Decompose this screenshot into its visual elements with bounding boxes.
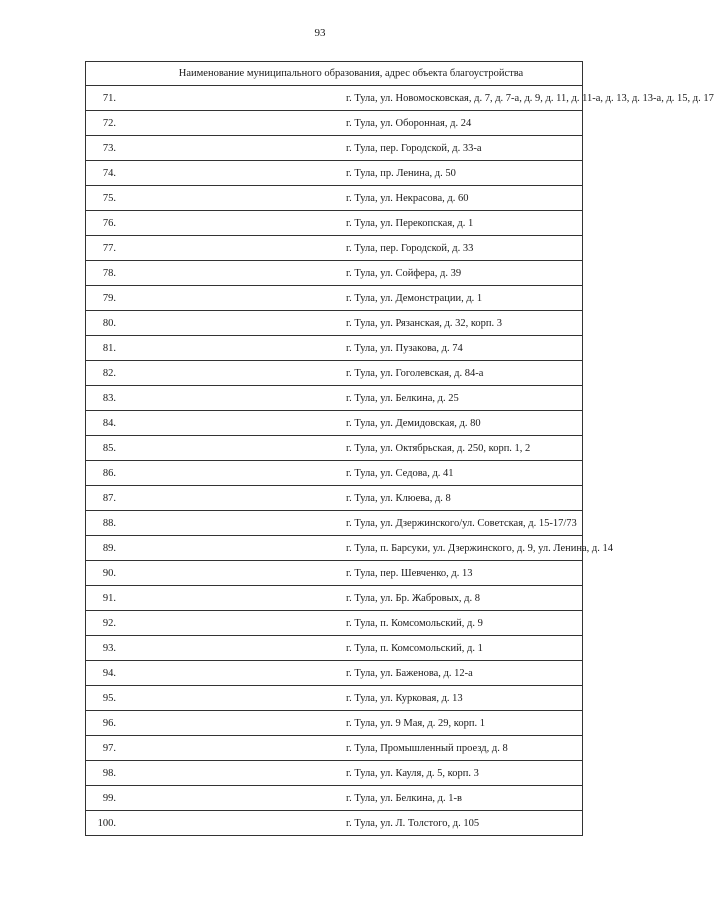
row-number: 100.	[97, 817, 116, 829]
row-address: г. Тула, пер. Шевченко, д. 13	[334, 561, 583, 586]
table-header: Наименование муниципального образования, адрес объекта благоустройства	[86, 62, 583, 86]
table-row	[86, 761, 583, 786]
row-number: 76.	[102, 217, 116, 229]
row-number-cell	[86, 486, 335, 511]
table-row	[86, 686, 583, 711]
row-number-cell	[86, 761, 335, 786]
row-number: 72.	[102, 117, 116, 129]
row-number-cell	[86, 236, 335, 261]
row-number: 84.	[102, 417, 116, 429]
table-row	[86, 536, 583, 561]
row-number: 75.	[102, 192, 116, 204]
table-row	[86, 636, 583, 661]
row-number: 99.	[102, 792, 116, 804]
table-row	[86, 361, 583, 386]
row-number-cell	[86, 561, 335, 586]
row-number: 81.	[102, 342, 116, 354]
row-number-cell	[86, 661, 335, 686]
row-address: г. Тула, ул. Октябрьская, д. 250, корп. 1, 2	[334, 436, 583, 461]
row-number: 83.	[102, 392, 116, 404]
row-number: 93.	[102, 642, 116, 654]
row-number-cell	[86, 711, 335, 736]
row-address: г. Тула, ул. Оборонная, д. 24	[334, 111, 583, 136]
row-number-cell	[86, 286, 335, 311]
table-row	[86, 111, 583, 136]
row-number: 79.	[102, 292, 116, 304]
table-row	[86, 311, 583, 336]
row-address: г. Тула, ул. Клюева, д. 8	[334, 486, 583, 511]
table-row	[86, 236, 583, 261]
table-row	[86, 261, 583, 286]
row-number-cell	[86, 161, 335, 186]
row-address: г. Тула, пр. Ленина, д. 50	[334, 161, 583, 186]
table-row	[86, 486, 583, 511]
row-address: г. Тула, ул. Перекопская, д. 1	[334, 211, 583, 236]
row-number: 73.	[102, 142, 116, 154]
row-number: 78.	[102, 267, 116, 279]
row-number: 77.	[102, 242, 116, 254]
row-number-cell	[86, 736, 335, 761]
row-address: г. Тула, ул. Некрасова, д. 60	[334, 186, 583, 211]
row-number-cell	[86, 511, 335, 536]
table-row	[86, 661, 583, 686]
row-number: 98.	[102, 767, 116, 779]
row-number-cell	[86, 386, 335, 411]
row-number-cell	[86, 686, 335, 711]
row-address: г. Тула, ул. Бр. Жабровых, д. 8	[334, 586, 583, 611]
page-number: 93	[314, 27, 326, 39]
row-number-cell	[86, 411, 335, 436]
row-address: г. Тула, ул. 9 Мая, д. 29, корп. 1	[334, 711, 583, 736]
table-row	[86, 211, 583, 236]
row-address: г. Тула, п. Комсомольский, д. 1	[334, 636, 583, 661]
row-number: 97.	[102, 742, 116, 754]
table-row	[86, 336, 583, 361]
row-number-cell	[86, 586, 335, 611]
row-number: 71.	[102, 92, 116, 104]
row-address: г. Тула, ул. Белкина, д. 25	[334, 386, 583, 411]
row-address: г. Тула, ул. Курковая, д. 13	[334, 686, 583, 711]
row-number-cell	[86, 536, 335, 561]
table-row	[86, 511, 583, 536]
row-number: 94.	[102, 667, 116, 679]
table-row	[86, 161, 583, 186]
row-number-cell	[86, 611, 335, 636]
row-number: 87.	[102, 492, 116, 504]
row-number-cell	[86, 811, 335, 836]
table-row	[86, 186, 583, 211]
row-number: 92.	[102, 617, 116, 629]
row-number-cell	[86, 311, 335, 336]
row-number: 89.	[102, 542, 116, 554]
row-number: 80.	[102, 317, 116, 329]
row-number-cell	[86, 336, 335, 361]
row-address: г. Тула, ул. Сойфера, д. 39	[334, 261, 583, 286]
row-address: г. Тула, ул. Белкина, д. 1-в	[334, 786, 583, 811]
table-header-row	[86, 62, 583, 86]
row-number: 86.	[102, 467, 116, 479]
row-address: г. Тула, ул. Л. Толстого, д. 105	[334, 811, 583, 836]
row-address: г. Тула, ул. Баженова, д. 12-а	[334, 661, 583, 686]
row-address: г. Тула, ул. Демонстрации, д. 1	[334, 286, 583, 311]
row-number-cell	[86, 86, 335, 111]
row-address: г. Тула, п. Комсомольский, д. 9	[334, 611, 583, 636]
row-number: 96.	[102, 717, 116, 729]
table-row	[86, 136, 583, 161]
table-body	[86, 86, 714, 836]
row-address: г. Тула, ул. Седова, д. 41	[334, 461, 583, 486]
row-address: г. Тула, Промышленный проезд, д. 8	[334, 736, 583, 761]
table-row	[86, 436, 583, 461]
row-number-cell	[86, 111, 335, 136]
row-address: г. Тула, ул. Демидовская, д. 80	[334, 411, 583, 436]
row-number-cell	[86, 136, 335, 161]
row-number: 82.	[102, 367, 116, 379]
table-row	[86, 411, 583, 436]
table-row	[86, 711, 583, 736]
row-number-cell	[86, 361, 335, 386]
row-address: г. Тула, ул. Дзержинского/ул. Советская, д. 15-17/73	[334, 511, 583, 536]
row-address: г. Тула, пер. Городской, д. 33	[334, 236, 583, 261]
row-address: г. Тула, ул. Кауля, д. 5, корп. 3	[334, 761, 583, 786]
row-number-cell	[86, 461, 335, 486]
table-row	[86, 286, 583, 311]
table-row	[86, 736, 583, 761]
row-address: г. Тула, ул. Новомосковская, д. 7, д. 7-а, д. 9, д. 11, д. 11-а, д. 13, д. 13-а, д. 15, д. 17	[334, 86, 583, 111]
row-number: 91.	[102, 592, 116, 604]
row-number-cell	[86, 636, 335, 661]
row-number: 95.	[102, 692, 116, 704]
row-address: г. Тула, п. Барсуки, ул. Дзержинского, д. 9, ул. Ленина, д. 14	[334, 536, 583, 561]
row-number: 88.	[102, 517, 116, 529]
row-number-cell	[86, 261, 335, 286]
row-number-cell	[86, 436, 335, 461]
table-row	[86, 86, 583, 111]
table-row	[86, 811, 583, 836]
table-row	[86, 586, 583, 611]
row-address: г. Тула, ул. Пузакова, д. 74	[334, 336, 583, 361]
table-row	[86, 561, 583, 586]
table-row	[86, 786, 583, 811]
row-address: г. Тула, пер. Городской, д. 33-а	[334, 136, 583, 161]
row-number: 74.	[102, 167, 116, 179]
row-number-cell	[86, 786, 335, 811]
addresses-table	[85, 61, 714, 836]
row-address: г. Тула, ул. Рязанская, д. 32, корп. 3	[334, 311, 583, 336]
row-number: 90.	[102, 567, 116, 579]
row-number: 85.	[102, 442, 116, 454]
table-row	[86, 461, 583, 486]
row-number-cell	[86, 211, 335, 236]
row-address: г. Тула, ул. Гоголевская, д. 84-а	[334, 361, 583, 386]
table-row	[86, 611, 583, 636]
row-number-cell	[86, 186, 335, 211]
table-row	[86, 386, 583, 411]
